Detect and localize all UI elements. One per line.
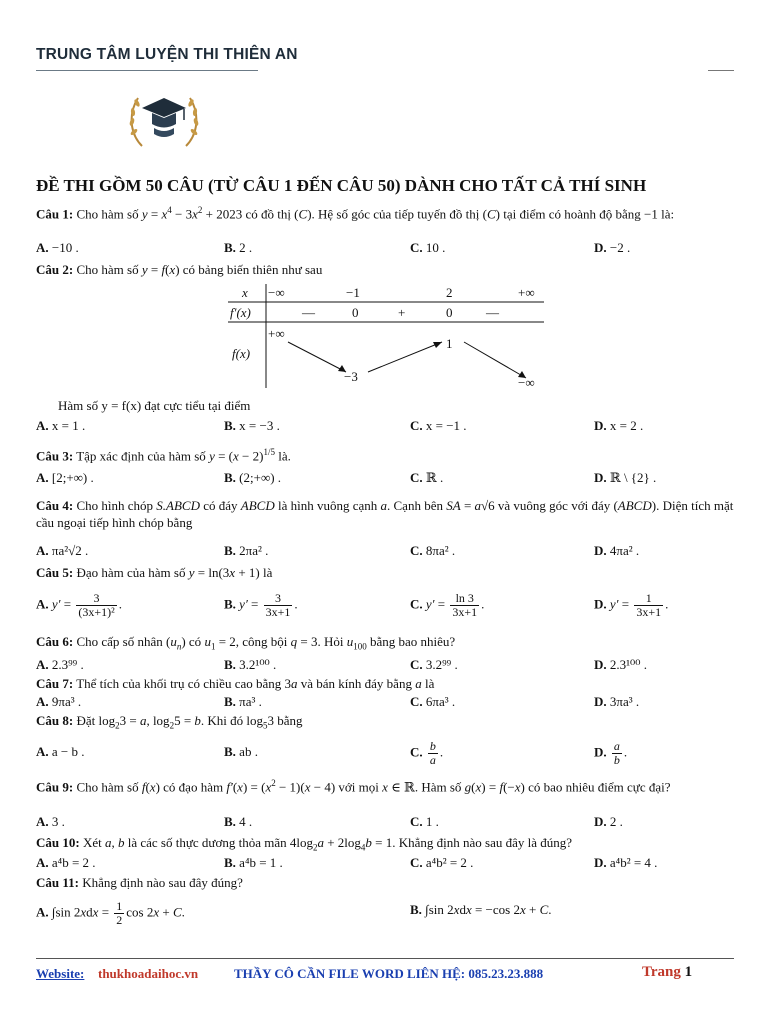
question-2-sub: Hàm số y = f(x) đạt cực tiểu tại điểm [58,398,251,413]
option-a[interactable]: A. 3 . [36,814,65,829]
options-q3 [36,470,736,488]
option-a[interactable]: A. 9πa³ . [36,694,82,709]
svg-text:−∞: −∞ [518,375,535,388]
option-d[interactable]: D. a⁴b² = 4 . [594,855,658,870]
option-d[interactable]: D. y′ = $\frac{1}{3x+1}$ . [594,591,669,619]
option-b[interactable]: B. 2πa² . [224,543,269,558]
svg-text:f′(x): f′(x) [230,305,251,320]
question-4: Câu 4: Cho hình chóp S.ABCD có đáy ABCD là hình vuông cạnh a. Cạnh bên SA = a√6 và vuông góc với đáy (ABCD). Diện tích mặt cầu ngoại tiếp hình chóp bằng [36,498,734,530]
question-9: Câu 9: Cho hàm số f(x) có đạo hàm $f'(x) = (x^2 - 1)(x - 4)$ với mọi x ∈ ℝ. Hàm số g(x) = f(−x) có bao nhiêu điểm cực đại? [36,778,671,795]
contact-info: THẦY CÔ CẦN FILE WORD LIÊN HỆ: 085.23.23.888 [234,966,544,981]
option-d[interactable]: D. $\frac{a}{b}$ . [594,739,628,767]
variation-table [228,282,544,388]
options-q7 [36,694,736,712]
laurel-graduation-cap-icon [124,84,204,154]
option-d[interactable]: D. 3πa³ . [594,694,640,709]
option-c[interactable]: C. x = −1 . [410,418,467,433]
svg-text:f(x): f(x) [232,346,251,361]
options-q6 [36,657,736,675]
question-label: Câu 10: [36,835,80,850]
question-1: Câu 1: Cho hàm số $y = x^4 - 3x^2 + 2023$ có đồ thị (C). Hệ số góc của tiếp tuyến đồ thị (C) tại điểm có hoành độ bằng −1 là: [36,205,675,222]
question-label: Câu 11: [36,875,79,890]
option-a[interactable]: A. a − b . [36,744,85,759]
question-label: Câu 7: [36,676,74,691]
option-a[interactable]: A. ∫sin 2xdx = $\frac{1}{2}$ cos 2x + C. [36,899,185,927]
option-b[interactable]: B. y′ = $\frac{3}{3x+1}$ . [224,591,298,619]
question-label: Câu 3: [36,448,74,464]
question-8: Câu 8: Đặt $\log_23 = a$, $\log_25 = b$. Khi đó $\log_53$ bằng [36,713,303,731]
question-2: Câu 2: Cho hàm số y = f(x) có bảng biến thiên như sau [36,262,323,277]
question-label: Câu 2: [36,262,74,277]
option-b[interactable]: B. ab . [224,744,258,759]
svg-text:x: x [242,285,248,300]
question-label: Câu 4: [36,498,74,513]
options-q5 [36,588,736,622]
website-link[interactable]: thukhoadaihoc.vn [98,966,199,981]
svg-text:−∞: −∞ [268,285,285,300]
option-d[interactable]: D. 2.3¹⁰⁰ . [594,657,647,672]
option-d[interactable]: D. x = 2 . [594,418,644,433]
option-b[interactable]: B. πa³ . [224,694,262,709]
question-5: Câu 5: Đạo hàm của hàm số y = ln(3x + 1) là [36,565,273,580]
option-a[interactable]: A. a⁴b = 2 . [36,855,96,870]
option-b[interactable]: B. 3.2¹⁰⁰ . [224,657,277,672]
option-c[interactable]: C. 10 . [410,240,446,255]
page-indicator: Trang 1 [642,964,693,980]
option-d[interactable]: D. 2 . [594,814,623,829]
option-b[interactable]: B. (2;+∞) . [224,470,282,485]
option-b[interactable]: B. x = −3 . [224,418,280,433]
question-label: Câu 5: [36,565,74,580]
question-label: Câu 6: [36,634,74,649]
exam-title: ĐỀ THI GỒM 50 CÂU (TỪ CÂU 1 ĐẾN CÂU 50) DÀNH CHO TẤT CẢ THÍ SINH [36,176,647,195]
options-q1 [36,240,736,258]
option-a[interactable]: A. 2.3⁹⁹ . [36,657,84,672]
website-label: Website: [36,966,85,981]
option-c[interactable]: C. 1 . [410,814,439,829]
corner-rule [708,70,734,71]
svg-text:+∞: +∞ [268,326,285,341]
option-c[interactable]: C. 8πa² . [410,543,456,558]
options-q2 [36,418,736,436]
option-c[interactable]: C. 6πa³ . [410,694,456,709]
svg-text:0: 0 [446,305,453,320]
option-c[interactable]: C. $\frac{b}{a}$ . [410,739,444,767]
question-label: Câu 8: [36,713,74,728]
option-b[interactable]: B. ∫sin 2xdx = −cos 2x + C. [410,902,552,917]
question-7: Câu 7: Thể tích của khối trụ có chiều cao bằng 3a và bán kính đáy bằng a là [36,676,435,691]
options-q4 [36,543,736,561]
svg-text:—: — [486,305,499,320]
option-d[interactable]: D. 4πa² . [594,543,640,558]
option-c[interactable]: C. ℝ . [410,470,444,485]
options-q9 [36,814,736,832]
svg-text:+: + [398,305,406,320]
option-a[interactable]: A. y′ = $\frac{3}{\text{(3x+1)²}}$ . [36,591,122,619]
option-a[interactable]: A. −10 . [36,240,79,255]
option-b[interactable]: B. 2 . [224,240,253,255]
center-name: TRUNG TÂM LUYỆN THI THIÊN AN [36,46,298,63]
question-6: Câu 6: Cho cấp số nhân $(u_n)$ có $u_1 = 2$, công bội q = 3. Hỏi $u_{100}$ bằng bao nhiêu? [36,634,456,652]
footer [36,966,736,986]
question-3: Câu 3: Tập xác định của hàm số $y = (x - 2)^{1/5}$ là. [36,447,291,464]
option-b[interactable]: B. 4 . [224,814,253,829]
option-c[interactable]: C. 3.2⁹⁹ . [410,657,458,672]
svg-text:—: — [302,305,315,320]
option-c[interactable]: C. y′ = $\frac{\ln 3}{3x+1}$ . [410,591,485,619]
option-d[interactable]: D. ℝ \ {2} . [594,470,657,485]
option-c[interactable]: C. a⁴b² = 2 . [410,855,474,870]
svg-text:1: 1 [446,336,453,351]
svg-text:2: 2 [446,285,453,300]
option-a[interactable]: A. [2;+∞) . [36,470,94,485]
question-label: Câu 9: [36,779,74,795]
option-b[interactable]: B. a⁴b = 1 . [224,855,283,870]
options-q8 [36,740,736,768]
header-rule [36,70,258,71]
svg-text:−3: −3 [344,369,358,384]
question-11: Câu 11: Khẳng định nào sau đây đúng? [36,875,243,890]
svg-text:0: 0 [352,305,359,320]
question-label: Câu 1: [36,206,74,222]
option-d[interactable]: D. −2 . [594,240,631,255]
options-q11 [36,896,736,930]
svg-text:+∞: +∞ [518,285,535,300]
option-a[interactable]: A. x = 1 . [36,418,86,433]
svg-text:−1: −1 [346,285,360,300]
question-10: Câu 10: Xét a, b là các số thực dương thỏa mãn $4\log_2a + 2\log_4b = 1$. Khẳng định nào sau đây là đúng? [36,835,573,853]
option-a[interactable]: A. πa²√2 . [36,543,89,558]
options-q10 [36,855,736,873]
footer-rule [36,958,734,959]
